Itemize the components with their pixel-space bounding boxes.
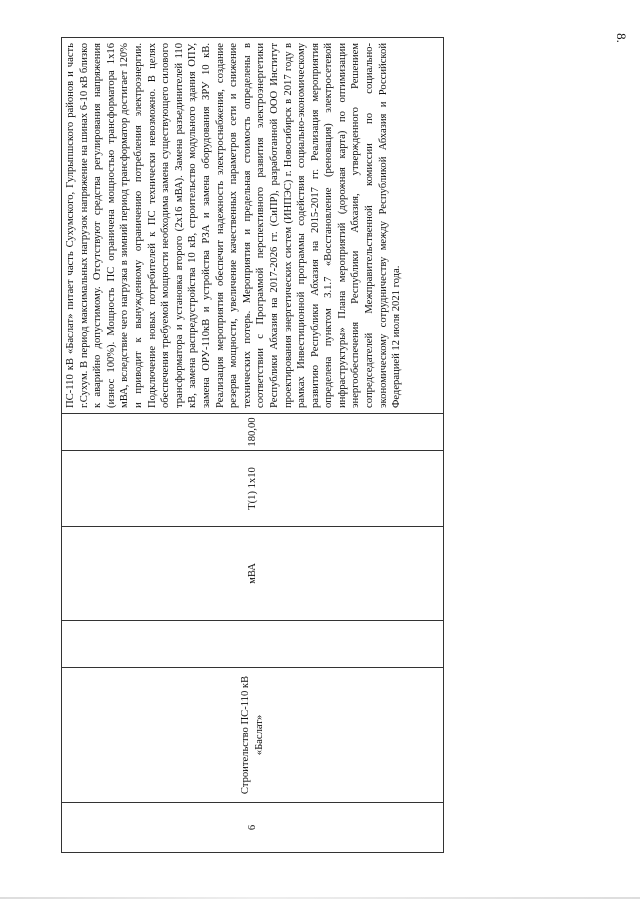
cell-index: 6 <box>62 803 444 853</box>
rotated-table <box>61 37 444 853</box>
scan-edge <box>0 897 640 899</box>
cell-name: Строительство ПС-110 кВ «Баслат» <box>62 668 444 803</box>
cell-description: ПС-110 кВ «Баслат» питает часть Сухумского, Гулрыпшского районов и часть г.Сухум. В период максимальных нагрузок напряжение на шинах 6-10 кВ близко к аварийно допустимому. Отсутствуют средства регулирования напряжения (износ 100%). Мощность ПС ограничена мощностью трансформатора 1х16 мВА, вследствие чего нагрузка в зимний период трансформатор достигает 120% и приводит к вынужденному ограничению потребления электроэнергии. Подключение новых потребителей к ПС технически невозможно. В целях обеспечения требуемой мощности необходима замена существующего силового трансформатора и установка второго (2х16 мВА). Замена разъединителей 110 кВ, замена распредустройства 10 кВ, строительство модульного здания ОПУ, замена ОРУ-110кВ и устройства РЗА и замена оборудования ЗРУ 10 кВ. Реализация мероприятия обеспечит надежность электроснабжения, создание резерва мощности, увеличение качественных параметров сети и снижение технических потерь. Мероприятия и предельная стоимость определены в соответствии с Программой перспективного развития электроэнергетики Республики Абхазия на 2017-2026 гг. (СиПР), разработанной ООО Институт проектирования энергетических систем (ИНПЭС) г. Новосибирск в 2017 году в рамках Инвестиционной программы содействия социально-экономическому развитию Республики Абхазия на 2015-2017 гг. Реализация мероприятия определена пунктом 3.1.7 «Восстановление (реновация) электросетевой инфраструктуры» Плана мероприятий (дорожная карта) по оптимизации энергообеспечения Республики Абхазия, утвержденного Решением сопредседателей Межправительственной комиссии по социально-экономическому сотрудничеству между Республикой Абхазия и Российской Федерацией 12 июля 2021 года. <box>62 38 444 414</box>
cell-power: Т(1) 1х10 <box>62 451 444 527</box>
page-number: 8. <box>614 33 630 43</box>
investment-table <box>61 37 444 853</box>
table-row <box>62 38 444 853</box>
rotated-table-wrapper <box>61 37 444 853</box>
cell-cost: 180,00 <box>62 414 444 451</box>
cell-unit: мВА <box>62 527 444 621</box>
cell-empty <box>62 621 444 668</box>
